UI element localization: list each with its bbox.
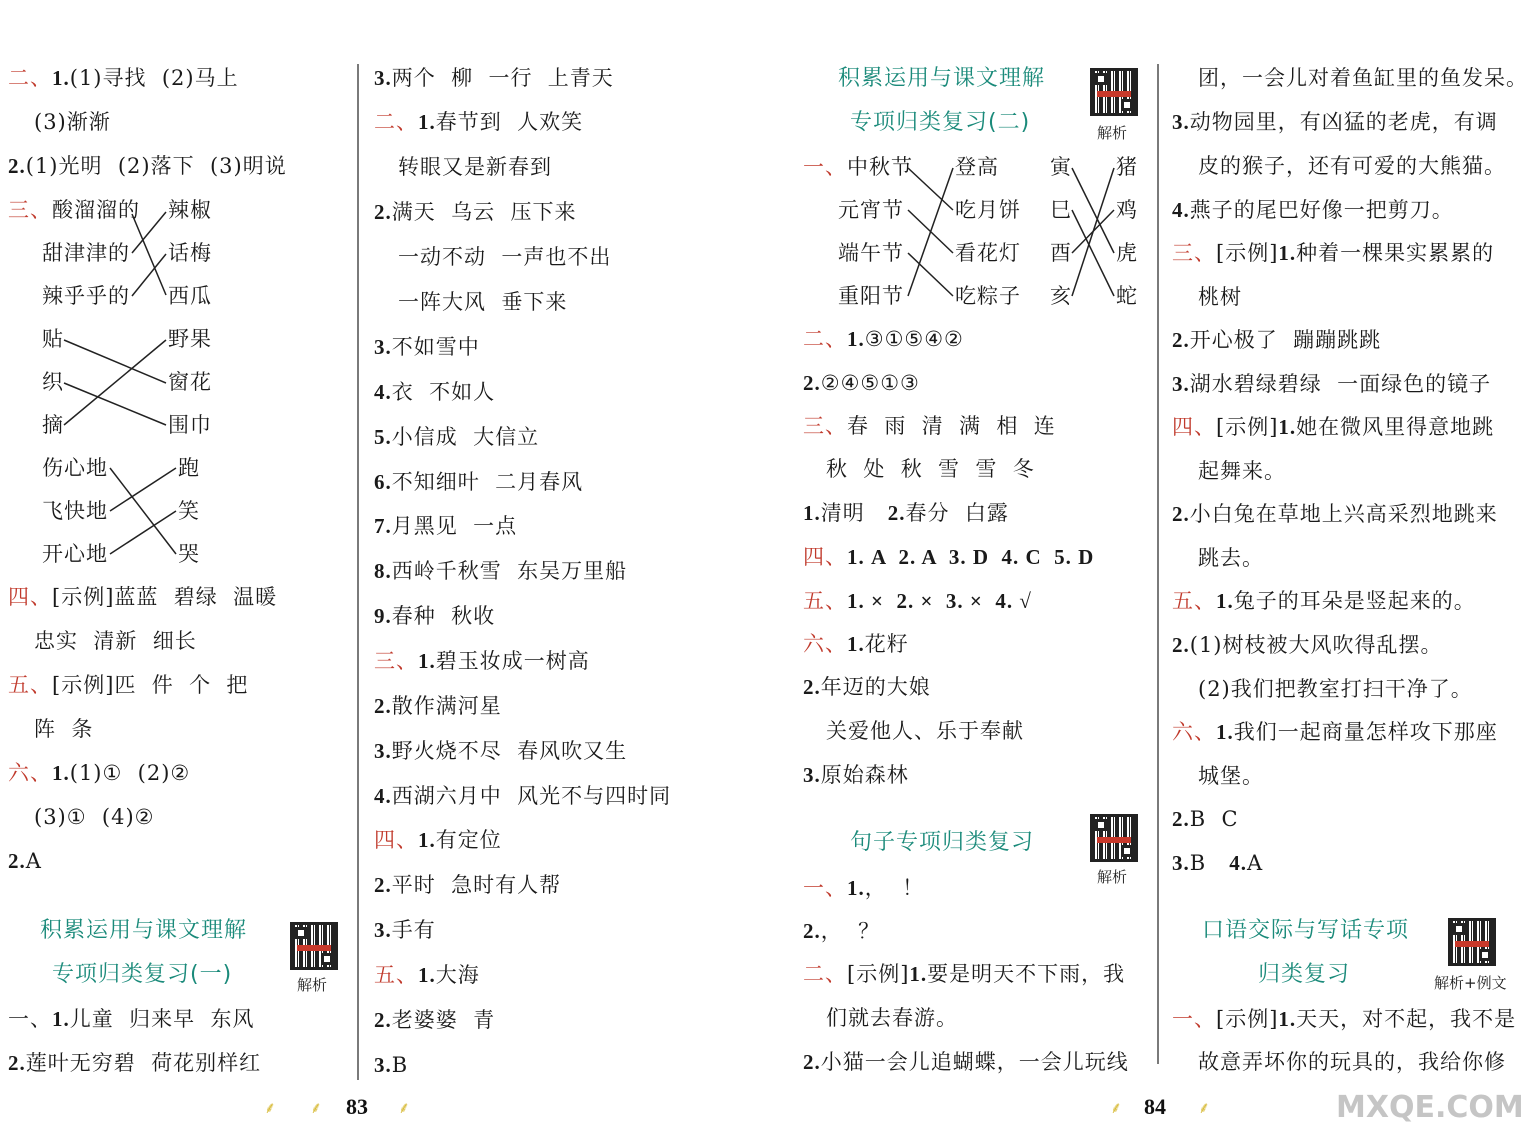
answer-line: 2.A [8,849,42,873]
answer-line: 桃树 [1198,285,1242,309]
answer-line: 2.满天 乌云 压下来 [374,200,577,224]
qr-caption: 解析 [1097,124,1128,142]
answer-line: 们就去春游。 [826,1006,958,1030]
matching-source: 亥 [1050,284,1072,308]
matching-target: 野果 [168,327,212,351]
match-line [64,383,166,425]
matching-target: 辣椒 [168,198,212,222]
answer-line: 2.老婆婆 青 [374,1008,496,1032]
section-title: 积累运用与课文理解 [40,918,248,943]
answer-line: 3.B 4.A [1172,851,1264,875]
section-subtitle: 专项归类复习(二) [850,110,1031,135]
section-subtitle: 归类复习 [1258,962,1351,987]
matching-target: 吃月饼 [955,198,1021,222]
qr-code-icon[interactable] [1090,814,1138,862]
answer-line: 5.小信成 大信立 [374,425,540,449]
matching-source: 巳 [1050,198,1072,222]
answer-line: 2.②④⑤①③ [803,371,920,395]
matching-row: 一、中秋节 [803,155,913,179]
answer-line: 阵 条 [34,717,94,741]
answer-line: 二、1.③①⑤④② [803,327,964,351]
answer-line: 2.小白兔在草地上兴高采烈地跳来 [1172,502,1498,526]
match-line [1072,168,1114,296]
matching-target: 看花灯 [955,241,1021,265]
match-line [908,168,953,210]
matching-target: 登高 [955,155,999,179]
answer-line: 秋 处 秋 雪 雪 冬 [826,457,1035,481]
answer-line: 六、1.花籽 [803,632,909,656]
match-line [1072,210,1114,253]
answer-line: (2)我们把教室打扫干净了。 [1198,677,1473,701]
match-line [110,468,176,554]
answer-line: 2.年迈的大娘 [803,675,931,699]
answer-line: 3.野火烧不尽 春风吹又生 [374,739,628,763]
answer-line: 2.平时 急时有人帮 [374,873,562,897]
answer-line: 2.莲叶无穷碧 荷花别样红 [8,1051,262,1075]
matching-target: 窗花 [168,370,212,394]
match-line [908,253,953,296]
answer-line: 团，一会儿对着鱼缸里的鱼发呆。 [1198,66,1528,90]
answer-line: 六、1.(1)① (2)② [8,761,191,785]
answer-line: 2.(1)树枝被大风吹得乱摆。 [1172,633,1443,657]
answer-line: 3.B [374,1053,409,1077]
answer-line: 4.衣 不如人 [374,380,496,404]
match-line [908,210,953,253]
matching-source: 摘 [42,413,64,437]
answer-line: 转眼又是新春到 [398,155,552,179]
answer-line: 2.B C [1172,807,1239,831]
match-line [110,511,176,554]
answer-line: 皮的猴子，还有可爱的大熊猫。 [1198,154,1506,178]
answer-line: 四、[示例]蓝蓝 碧绿 温暖 [8,585,278,609]
answer-line: 4.燕子的尾巴好像一把剪刀。 [1172,198,1454,222]
match-line [110,468,176,511]
answer-line: 2.小猫一会儿追蝴蝶，一会儿玩线 [803,1050,1129,1074]
answer-line: 6.不知细叶 二月春风 [374,470,584,494]
matching-source: 端午节 [838,241,904,265]
matching-source: 织 [42,370,64,394]
section-subtitle: 专项归类复习(一) [52,962,233,987]
answer-line: 起舞来。 [1198,459,1286,483]
matching-target: 话梅 [168,241,212,265]
qr-caption: 解析 [297,976,328,994]
matching-target: 笑 [178,499,200,523]
match-line [1072,210,1114,296]
match-line [1072,168,1114,253]
match-line [908,168,953,296]
answer-line: 三、1.碧玉妆成一树高 [374,649,590,673]
watermark: MXQE.COM [1336,1090,1524,1125]
match-line [64,340,166,425]
answer-line: 忠实 清新 细长 [34,629,197,653]
matching-target: 跑 [178,456,200,480]
matching-target: 西瓜 [168,284,212,308]
leaf-icon: ⸙ [1110,1098,1123,1117]
answer-line: 一阵大风 垂下来 [398,290,568,314]
section-title: 句子专项归类复习 [850,830,1035,855]
matching-source: 开心地 [42,542,108,566]
answer-line: 1.清明 2.春分 白露 [803,501,1009,525]
answer-line: 一、[示例]1.天天，对不起，我不是 [1172,1007,1517,1031]
answer-line: 3.手有 [374,918,436,942]
qr-caption: 解析 [1097,868,1128,886]
answer-line: 二、1.春节到 人欢笑 [374,110,584,134]
page-number: 84 [1144,1094,1166,1119]
answer-line: 二、[示例]1.要是明天不下雨，我 [803,962,1126,986]
qr-code-icon[interactable] [1448,918,1496,966]
answer-line: 城堡。 [1198,764,1264,788]
answer-line: 3.原始森林 [803,763,909,787]
answer-line: (3)渐渐 [34,110,111,134]
matching-source: 酉 [1050,241,1072,265]
matching-source: 贴 [42,327,64,351]
answer-line: 四、1. A 2. A 3. D 4. C 5. D [803,545,1095,569]
column-divider [1157,64,1159,1064]
answer-line: 跳去。 [1198,546,1264,570]
answer-line: 2.(1)光明 (2)落下 (3)明说 [8,154,287,178]
answer-line: (3)① (4)② [34,805,155,829]
matching-target: 围巾 [168,413,212,437]
answer-line: 2.开心极了 蹦蹦跳跳 [1172,328,1382,352]
matching-target: 哭 [178,542,200,566]
match-line [64,340,166,383]
matching-source: 重阳节 [838,284,904,308]
answer-line: 五、1.兔子的耳朵是竖起来的。 [1172,589,1476,613]
matching-target: 猪 [1116,155,1138,179]
section-title: 积累运用与课文理解 [838,66,1046,91]
answer-line: 2.散作满河星 [374,694,502,718]
answer-line: 三、[示例]1.种着一棵果实累累的 [1172,241,1495,265]
answer-line: 2.， ？ [803,919,881,943]
matching-source: 飞快地 [42,499,108,523]
column-divider [357,64,359,1080]
qr-code-icon[interactable] [290,922,338,970]
matching-target: 虎 [1116,241,1138,265]
answer-line: 五、1.大海 [374,963,480,987]
matching-row: 三、酸溜溜的 [8,198,140,222]
answer-line: 一、1.儿童 归来早 东风 [8,1007,255,1031]
answer-line: 五、[示例]匹 件 个 把 [8,673,249,697]
answer-line: 3.湖水碧绿碧绿 一面绿色的镜子 [1172,372,1492,396]
matching-target: 鸡 [1116,198,1138,222]
answer-line: 六、1.我们一起商量怎样攻下那座 [1172,720,1498,744]
answer-line: 9.春种 秋收 [374,604,496,628]
answer-line: 8.西岭千秋雪 东吴万里船 [374,559,628,583]
answer-line: 一动不动 一声也不出 [398,245,612,269]
answer-line: 3.不如雪中 [374,335,480,359]
answer-line: 3.两个 柳 一行 上青天 [374,66,614,90]
leaf-icon: ⸙ [310,1098,323,1117]
answer-line: 故意弄坏你的玩具的，我给你修 [1198,1050,1506,1074]
answer-line: 4.西湖六月中 风光不与四时同 [374,784,672,808]
section-title: 口语交际与写话专项 [1202,918,1410,943]
answer-line: 关爱他人、乐于奉献 [826,719,1024,743]
matching-source: 元宵节 [838,198,904,222]
answer-line: 3.动物园里，有凶猛的老虎，有调 [1172,110,1498,134]
answer-line: 四、[示例]1.她在微风里得意地跳 [1172,415,1495,439]
matching-source: 辣乎乎的 [42,284,130,308]
answer-line: 7.月黑见 一点 [374,514,518,538]
page-number: 83 [346,1094,368,1119]
leaf-icon: ⸙ [1198,1098,1211,1117]
matching-source: 寅 [1050,155,1072,179]
qr-caption: 解析+例文 [1434,974,1507,992]
match-line [132,254,166,296]
matching-target: 吃粽子 [955,284,1021,308]
answer-line: 五、1. × 2. × 3. × 4. √ [803,589,1032,613]
matching-source: 伤心地 [42,456,108,480]
answer-line: 三、春 雨 清 满 相 连 [803,414,1056,438]
answer-line: 一、1.， ！ [803,876,925,900]
answer-line: 四、1.有定位 [374,828,502,852]
match-line [132,214,166,295]
leaf-icon: ⸙ [398,1098,411,1117]
answer-line: 二、1.(1)寻找 (2)马上 [8,66,239,90]
leaf-icon: ⸙ [264,1098,277,1117]
matching-source: 甜津津的 [42,241,130,265]
matching-target: 蛇 [1116,284,1138,308]
qr-code-icon[interactable] [1090,68,1138,116]
